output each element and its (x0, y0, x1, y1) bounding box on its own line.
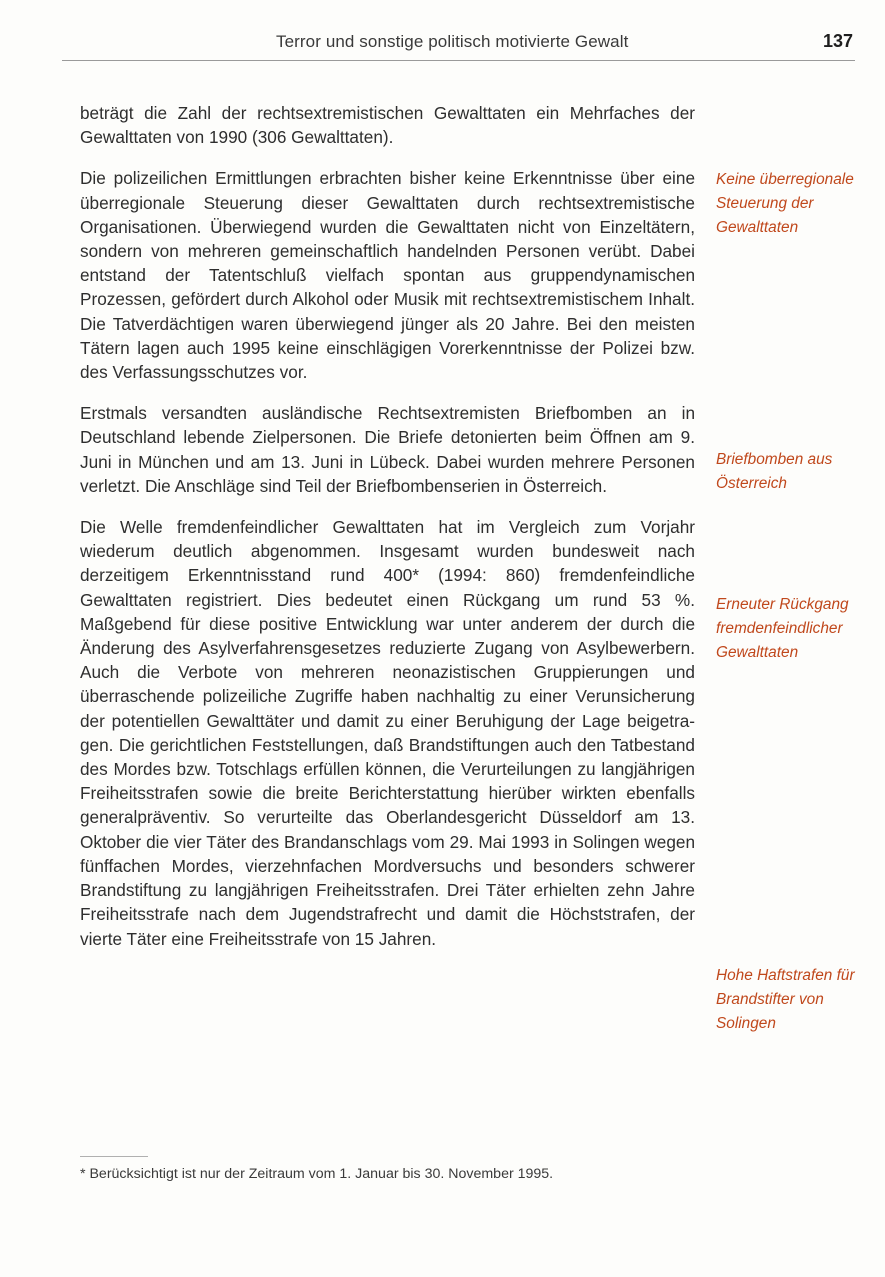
paragraph-2: Die polizeilichen Ermittlungen erbrachten bisher keine Erkenntnisse über eine überregionale Steuerung dieser Gewalttaten durch rechtsextremistische Organisationen. Überwiegend wurden die Gewalttaten nicht von Einzeltätern, sondern von mehreren gemeinschaftlich handelnden Personen verübt. Dabei entstand der Tatentschluß vielfach spontan aus gruppendynamischen Prozessen, gefördert durch Alkohol oder Musik mit rechtsextremistischem Inhalt. Die Tatverdächtigen waren überwiegend jünger als 20 Jahre. Bei den meisten Tätern lagen auch 1995 keine einschlägigen Vorerkenntnisse der Polizei bzw. des Verfassungsschutzes vor. (80, 168, 695, 383)
margin-note-rueckgang: Erneuter Rückgang fremdenfeindlicher Gewalttaten (716, 596, 849, 662)
page-number: 137 (822, 31, 853, 51)
margin-note-steuerung: Keine überregionale Steuerung der Gewalttaten (716, 171, 854, 237)
paragraph-1: beträgt die Zahl der rechtsextremistischen Gewalttaten ein Mehrfaches der Gewalttaten von 1990 (306 Gewalttaten). (80, 103, 695, 148)
running-header (62, 30, 855, 58)
header-title: Terror und sonstige politisch motivierte Gewalt (276, 32, 629, 51)
main-text (80, 101, 695, 968)
paragraph-3: Erstmals versandten ausländische Rechtsextremisten Briefbomben an in Deutschland lebende Zielpersonen. Die Briefe detonierten beim Öffnen am 9. Juni in München und am 13. Juni in Lübeck. Dabei wurden mehrere Personen verletzt. Die Anschläge sind Teil der Briefbombenserien in Österreich. (80, 403, 695, 496)
header-rule (62, 60, 855, 61)
margin-note-briefbomben: Briefbomben aus Österreich (716, 451, 833, 493)
paragraph-4: Die Welle fremdenfeindlicher Gewalttaten hat im Vergleich zum Vorjahr wiederum deutlich abgenommen. Insgesamt wurden bundesweit nach derzeitigem Erkenntnisstand rund 400* (1994: 860) fremdenfeindliche Gewalttaten registriert. Dies bedeutet einen Rückgang um rund 53 %. Maßgebend für diese positive Entwicklung war unter anderem der durch die Änderung des Asylverfahrensgesetzes reduzierte Zugang von Asylbewerbern. Auch die Verbote von mehreren neonazistischen Gruppierungen und überraschende polizeiliche Zugriffe haben nachhaltig zu einer Verunsicherung der potentiellen Gewalttäter und damit zu einer Beruhigung der Lage beigetragen. Die gerichtlichen Feststellungen, daß Brandstiftungen auch den Tatbestand des Mordes bzw. Totschlags erfüllen können, die Verurteilungen zu langjährigen Freiheitsstrafen sowie die breite Berichterstattung hierüber wirkten ebenfalls generalpräventiv. So verurteilte das Oberlandesgericht Düsseldorf am 13. Oktober die vier Täter des Brandanschlags vom 29. Mai 1993 in Solingen wegen fünffachen Mordes, vierzehnfachen Mordversuchs und besonders schwerer Brandstiftung zu langjährigen Freiheitsstrafen. Drei Täter erhielten zehn Jahre Freiheitsstrafe nach dem Jugendstrafrecht und damit die Höchststrafen, der vierte Täter eine Freiheitsstrafe von 15 Jahren. (80, 517, 695, 949)
footnote: * Berücksichtigt ist nur der Zeitraum vom 1. Januar bis 30. November 1995. (80, 1166, 554, 1182)
margin-note-haftstrafen: Hohe Haftstrafen für Brandstifter von Solingen (716, 967, 855, 1033)
footnote-rule (80, 1156, 148, 1157)
